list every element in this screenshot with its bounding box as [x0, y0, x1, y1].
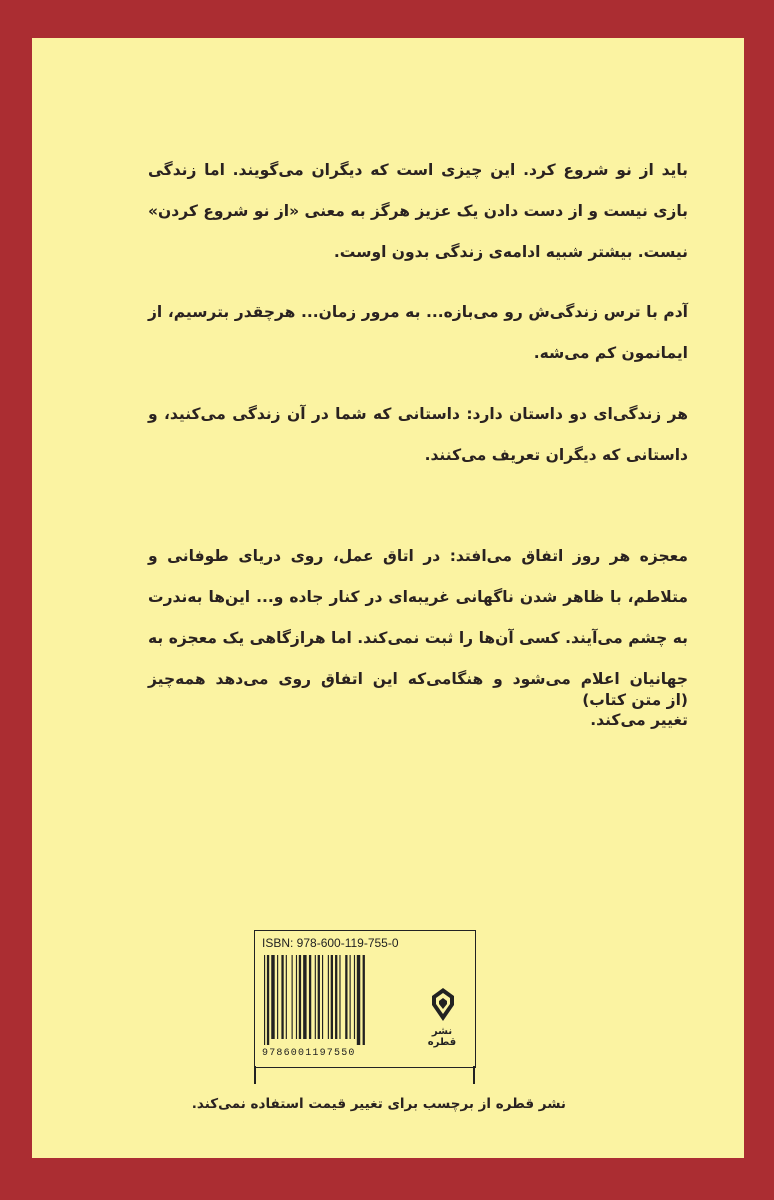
blurb-paragraph-4: معجزه هر روز اتفاق می‌افتد: در اتاق عمل، روی دریای طوفانی و متلاطم، با ظاهر شدن ناگهانی غریبه‌ای در کنار جاده و... این‌ها به‌ندرت به چشم می‌آیند. کسی آن‌ها را ثبت نمی‌کند. اما هرازگاهی یک معجزه به جهانیان اعلام می‌شود و هنگامی‌که این اتفاق روی می‌دهد همه‌چیز تغییر می‌کند.	[148, 547, 688, 729]
barcode-stripe	[271, 955, 274, 1039]
barcode-stripe	[354, 955, 355, 1039]
barcode-stripe	[318, 955, 320, 1039]
barcode-stripe	[345, 955, 347, 1039]
blurb-paragraph-2: آدم با ترس زندگی‌ش رو می‌بازه... به مرور زمان... هرچقدر بترسیم، از ایمانمون کم می‌شه.	[148, 303, 688, 362]
price-notice: نشر قطره از برچسب برای تغییر قیمت استفاده نمی‌کند.	[191, 1096, 566, 1112]
publisher-logo-label: نشر قطره	[427, 1026, 457, 1048]
barcode-stripe	[331, 955, 333, 1039]
barcode-stripe	[292, 955, 293, 1039]
barcode-stripe	[296, 955, 297, 1039]
barcode-stripe	[315, 955, 316, 1039]
barcode-stripe	[303, 955, 306, 1039]
barcode-stripe	[309, 955, 311, 1039]
barcode-icon	[262, 955, 412, 1047]
barcode-stripe	[299, 955, 301, 1039]
source-note: (از متن کتاب)	[582, 691, 688, 709]
barcode-stripe	[267, 955, 269, 1045]
barcode-stripe	[335, 955, 337, 1039]
barcode-stripe	[350, 955, 351, 1039]
blurb-paragraph-3: هر زندگی‌ای دو داستان دارد: داستانی که شما در آن زندگی می‌کنید، و داستانی که دیگران تعریف می‌کنند.	[148, 405, 688, 464]
barcode-stripe	[281, 955, 283, 1039]
isbn-text: ISBN: 978-600-119-755-0	[262, 936, 399, 950]
barcode-stripe	[363, 955, 365, 1045]
blurb-paragraph-1: باید از نو شروع کرد. این چیزی است که دیگران می‌گویند. اما زندگی بازی نیست و از دست دادن یک عزیز هرگز به معنی «از نو شروع کردن» نیست. بیشتر شبیه ادامه‌ی زندگی بدون اوست.	[148, 161, 688, 261]
barcode-stripe	[286, 955, 287, 1039]
barcode-stripe	[328, 955, 329, 1039]
barcode-stripe	[264, 955, 265, 1045]
barcode-stripe	[277, 955, 278, 1039]
barcode-post-left	[254, 1066, 256, 1084]
barcode-number: 9786001197550	[262, 1048, 356, 1059]
publisher-logo-icon	[431, 987, 455, 1023]
barcode-stripe	[357, 955, 360, 1045]
barcode-post-right	[473, 1066, 475, 1084]
barcode-stripe	[339, 955, 340, 1039]
barcode-stripe	[322, 955, 323, 1039]
